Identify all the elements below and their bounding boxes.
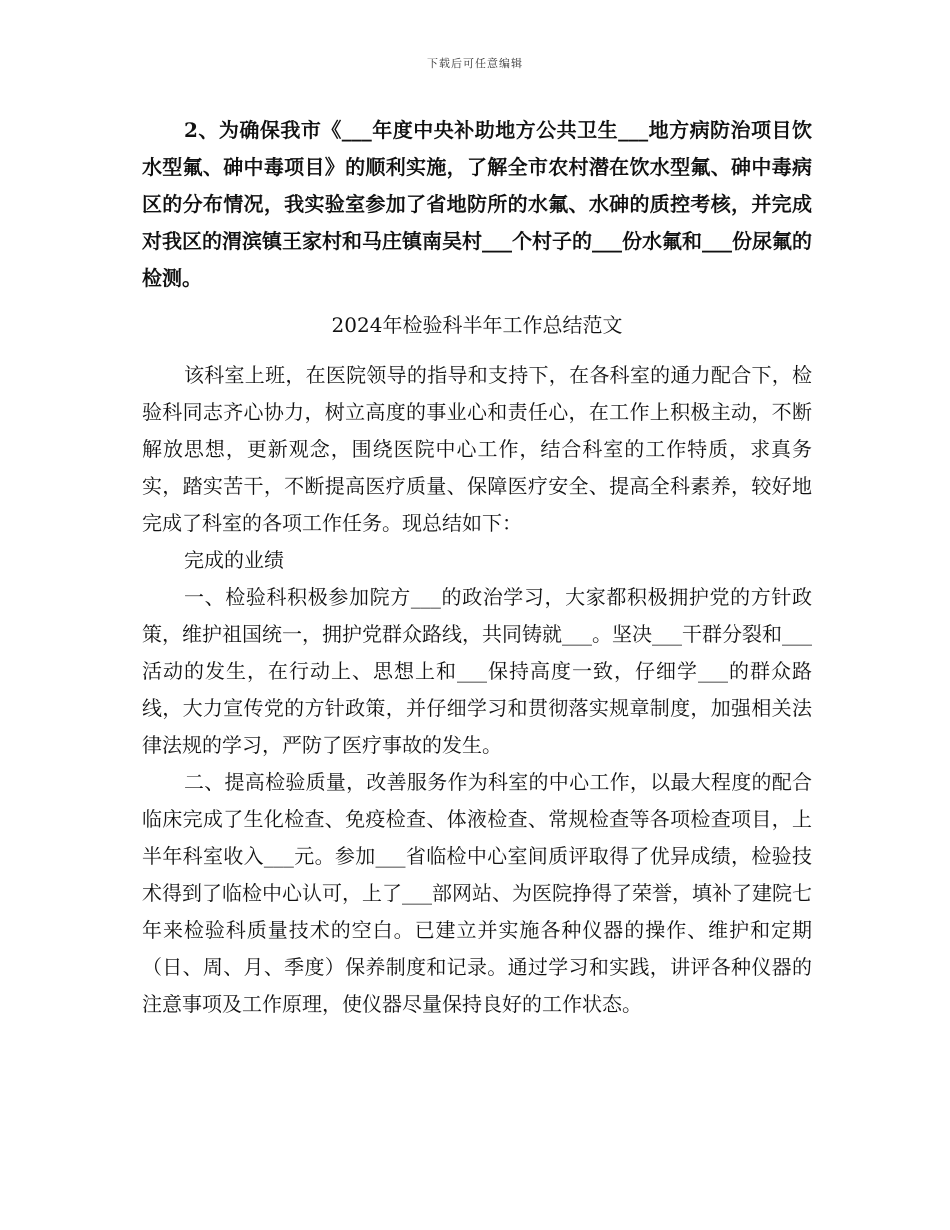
document-body [142,112,812,1023]
article-intro-paragraph: 该科室上班，在医院领导的指导和支持下，在各科室的通力配合下，检验科同志齐心协力，树立高度的事业心和责任心，在工作上积极主动，不断解放思想，更新观念，围绕医院中心工作，结合科室的工作特质，求真务实，踏实苦干，不断提高医疗质量、保障医疗安全、提高全科素养，较好地完成了科室的各项工作任务。现总结如下： [142,363,812,535]
article-item-2: 二、提高检验质量，改善服务作为科室的中心工作，以最大程度的配合临床完成了生化检查、免疫检查、体液检查、常规检查等各项检查项目，上半年科室收入___元。参加___省临检中心室间质评取得了优异成绩，检验技术得到了临检中心认可，上了___部网站、为医院挣得了荣誉，填补了建院七年来检验科质量技术的空白。已建立并实施各种仪器的操作、维护和定期（日、周、月、季度）保养制度和记录。通过学习和实践，讲评各种仪器的注意事项及工作原理，使仪器尽量保持良好的工作状态。 [142,770,812,1016]
article-subheading: 完成的业绩 [184,548,284,572]
article-item-1: 一、检验科积极参加院方___的政治学习，大家都积极拥护党的方针政策，维护祖国统一，拥护党群众路线，共同铸就___。坚决___干群分裂和___活动的发生，在行动上、思想上和___保持高度一致，仔细学___的群众路线，大力宣传党的方针政策，并仔细学习和贯彻落实规章制度，加强相关法律法规的学习，严防了医疗事故的发生。 [142,585,812,757]
page-header: 下载后可任意编辑 [427,57,523,70]
article-title: 2024年检验科半年工作总结范文 [331,313,623,337]
section-paragraph-2: 2、为确保我市《___年度中央补助地方公共卫生___地方病防治项目饮水型氟、砷中毒项目》的顺利实施，了解全市农村潜在饮水型氟、砷中毒病区的分布情况，我实验室参加了省地防所的水氟、水砷的质控考核，并完成对我区的渭滨镇王家村和马庄镇南吴村___个村子的___份水氟和___份尿氟的检测。 [142,118,812,290]
